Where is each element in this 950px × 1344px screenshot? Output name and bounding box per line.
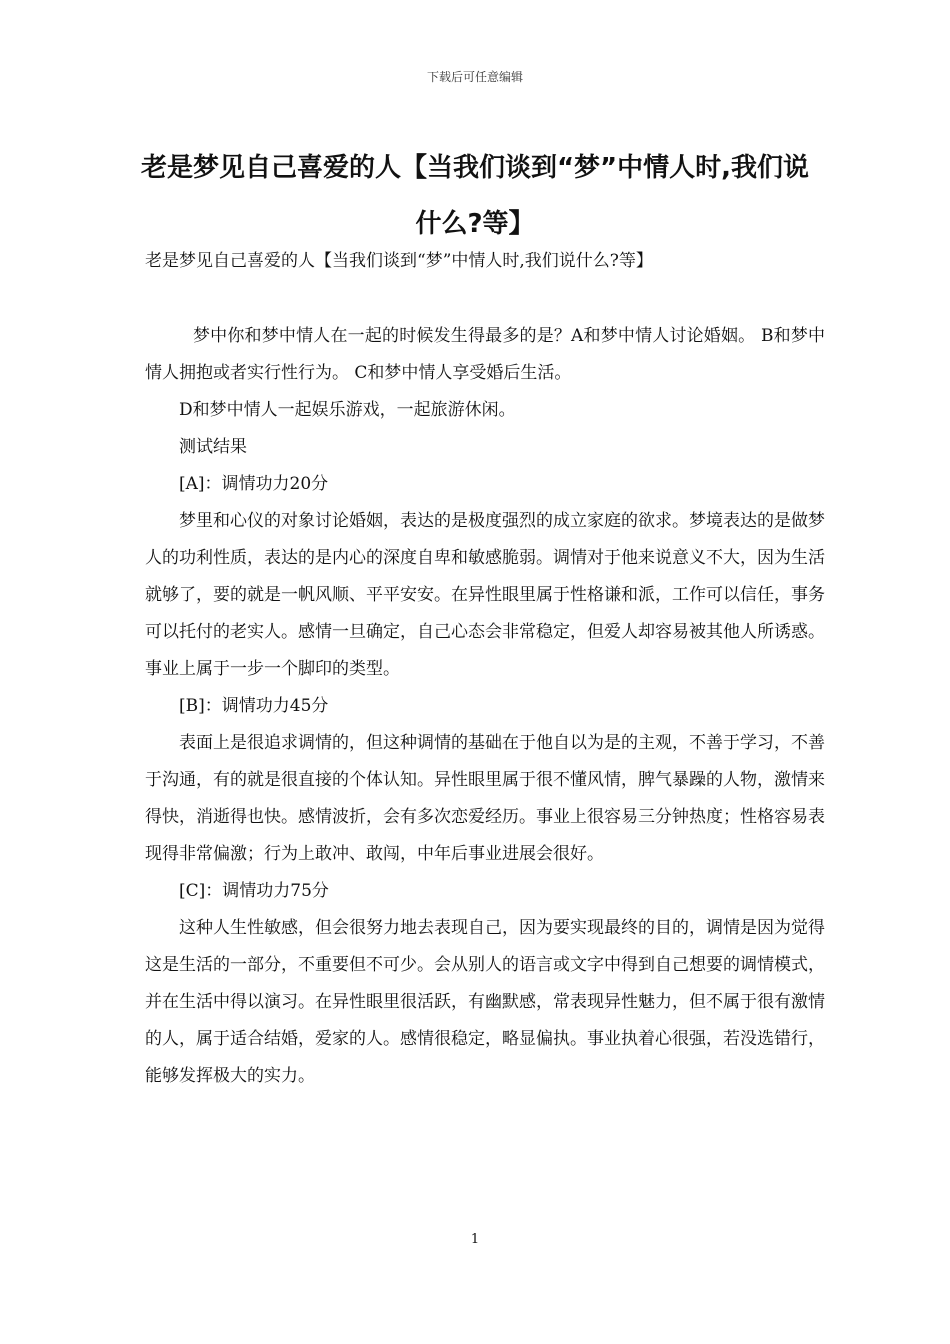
result-c-label: [C]：调情功力75分 [179, 881, 329, 901]
page-number: 1 [470, 1232, 480, 1247]
question-paragraph: 梦中你和梦中情人在一起的时候发生得最多的是？A和梦中情人讨论婚姻。 B和梦中情人拥抱或者实行性行为。 C和梦中情人享受婚后生活。 [145, 326, 825, 383]
document-subtitle: 老是梦见自己喜爱的人【当我们谈到“梦”中情人时,我们说什么?等】 [145, 251, 653, 271]
result-b-text: 表面上是很追求调情的，但这种调情的基础在于他自以为是的主观，不善于学习，不善于沟通，有的就是很直接的个体认知。异性眼里属于很不懂风情，脾气暴躁的人物，激情来得快，消逝得也快。感情波折，会有多次恋爱经历。事业上很容易三分钟热度；性格容易表现得非常偏激；行为上敢冲、敢闯，中年后事业进展会很好。 [145, 733, 825, 864]
result-c-text: 这种人生性敏感，但会很努力地去表现自己，因为要实现最终的目的，调情是因为觉得这是生活的一部分，不重要但不可少。会从别人的语言或文字中得到自己想要的调情模式，并在生活中得以演习。在异性眼里很活跃，有幽默感，常表现异性魅力，但不属于很有激情的人，属于适合结婚，爱家的人。感情很稳定，略显偏执。事业执着心很强，若没选错行，能够发挥极大的实力。 [145, 918, 825, 1086]
document-title: 老是梦见自己喜爱的人【当我们谈到“梦”中情人时,我们说什么?等】 [140, 153, 810, 239]
result-a-label: [A]：调情功力20分 [179, 474, 329, 494]
result-b-label: [B]：调情功力45分 [179, 696, 329, 716]
result-a-text: 梦里和心仪的对象讨论婚姻，表达的是极度强烈的成立家庭的欲求。梦境表达的是做梦人的功利性质，表达的是内心的深度自卑和敏感脆弱。调情对于他来说意义不大，因为生活就够了，要的就是一帆风顺、平平安安。在异性眼里属于性格谦和派，工作可以信任，事务可以托付的老实人。感情一旦确定，自己心态会非常稳定，但爱人却容易被其他人所诱惑。事业上属于一步一个脚印的类型。 [145, 511, 825, 679]
document-body [145, 318, 825, 1095]
results-heading: 测试结果 [179, 437, 247, 457]
option-d-paragraph: D和梦中情人一起娱乐游戏，一起旅游休闲。 [179, 400, 516, 420]
header-note: 下载后可任意编辑 [426, 70, 523, 84]
